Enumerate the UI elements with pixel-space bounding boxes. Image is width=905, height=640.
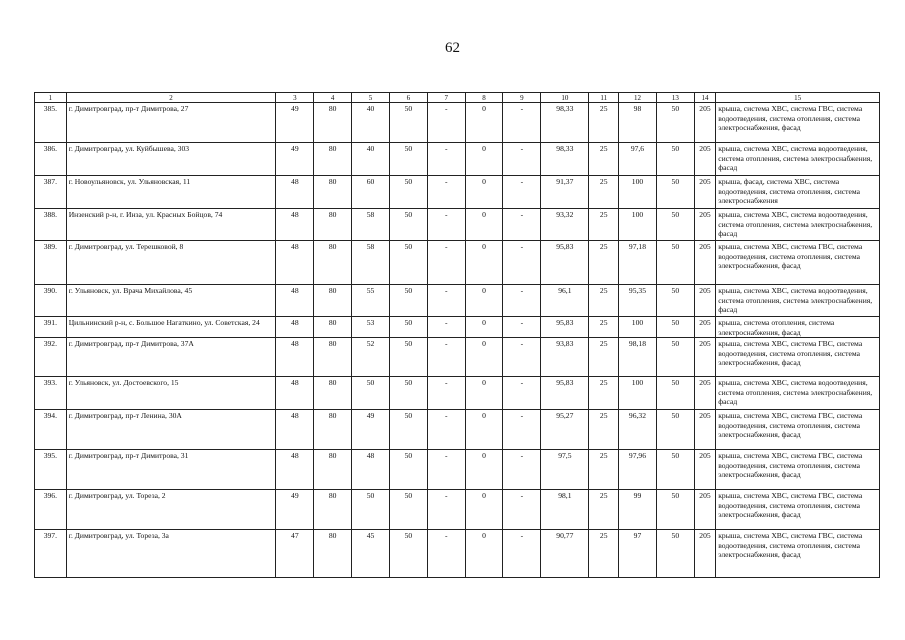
col-4-value: 80 bbox=[314, 103, 352, 143]
col-14-value: 205 bbox=[694, 530, 715, 578]
row-number: 386. bbox=[35, 143, 67, 176]
col-5-value: 49 bbox=[352, 410, 390, 450]
col-3-value: 48 bbox=[276, 338, 314, 377]
address: Инзенский р-н, г. Инза, ул. Красных Бойцов, 74 bbox=[66, 209, 276, 241]
address: г. Димитровград, пр-т Димитрова, 27 bbox=[66, 103, 276, 143]
col-4-value: 80 bbox=[314, 317, 352, 338]
address: г. Ульяновск, ул. Достоевского, 15 bbox=[66, 377, 276, 410]
col-12-value: 97 bbox=[619, 530, 657, 578]
col-7-value: - bbox=[427, 490, 465, 530]
col-7-value: - bbox=[427, 450, 465, 490]
col-14-value: 205 bbox=[694, 490, 715, 530]
col-14-value: 205 bbox=[694, 176, 715, 209]
row-number: 394. bbox=[35, 410, 67, 450]
col-9-value: - bbox=[503, 241, 541, 285]
col-3-value: 48 bbox=[276, 377, 314, 410]
col-12-value: 100 bbox=[619, 317, 657, 338]
works-list: крыша, система ХВС, система ГВС, система водоотведения, система отопления, система электроснабжения, фасад bbox=[716, 450, 880, 490]
col-4-value: 80 bbox=[314, 450, 352, 490]
address: г. Димитровград, пр-т Ленина, 30А bbox=[66, 410, 276, 450]
col-11-value: 25 bbox=[589, 176, 619, 209]
table-row bbox=[35, 241, 880, 285]
col-12-value: 99 bbox=[619, 490, 657, 530]
address: г. Димитровград, пр-т Димитрова, 31 bbox=[66, 450, 276, 490]
col-11-value: 25 bbox=[589, 338, 619, 377]
col-11-value: 25 bbox=[589, 285, 619, 317]
col-13-value: 50 bbox=[656, 103, 694, 143]
col-12-value: 96,32 bbox=[619, 410, 657, 450]
col-7-value: - bbox=[427, 317, 465, 338]
table-row bbox=[35, 285, 880, 317]
col-13-value: 50 bbox=[656, 317, 694, 338]
col-5-value: 55 bbox=[352, 285, 390, 317]
col-10-value: 93,32 bbox=[541, 209, 589, 241]
col-10-value: 98,1 bbox=[541, 490, 589, 530]
col-8-value: 0 bbox=[465, 285, 503, 317]
col-8-value: 0 bbox=[465, 410, 503, 450]
col-8-value: 0 bbox=[465, 490, 503, 530]
col-4-value: 80 bbox=[314, 490, 352, 530]
works-list: крыша, система ХВС, система ГВС, система водоотведения, система отопления, система электроснабжения, фасад bbox=[716, 530, 880, 578]
col-11-value: 25 bbox=[589, 377, 619, 410]
col-3-value: 48 bbox=[276, 209, 314, 241]
col-10-value: 98,33 bbox=[541, 103, 589, 143]
col-9-value: - bbox=[503, 530, 541, 578]
col-5-value: 60 bbox=[352, 176, 390, 209]
col-14-value: 205 bbox=[694, 209, 715, 241]
table-row bbox=[35, 143, 880, 176]
row-number: 397. bbox=[35, 530, 67, 578]
works-list: крыша, система ХВС, система водоотведения, система отопления, система электроснабжения, фасад bbox=[716, 143, 880, 176]
col-14-value: 205 bbox=[694, 143, 715, 176]
address: г. Ульяновск, ул. Врача Михайлова, 45 bbox=[66, 285, 276, 317]
column-number: 2 bbox=[66, 93, 276, 103]
col-13-value: 50 bbox=[656, 377, 694, 410]
col-10-value: 95,83 bbox=[541, 241, 589, 285]
col-8-value: 0 bbox=[465, 241, 503, 285]
col-7-value: - bbox=[427, 410, 465, 450]
column-number: 10 bbox=[541, 93, 589, 103]
col-4-value: 80 bbox=[314, 285, 352, 317]
col-5-value: 50 bbox=[352, 377, 390, 410]
col-11-value: 25 bbox=[589, 241, 619, 285]
col-13-value: 50 bbox=[656, 338, 694, 377]
column-number: 9 bbox=[503, 93, 541, 103]
register-table bbox=[34, 92, 880, 578]
row-number: 390. bbox=[35, 285, 67, 317]
col-10-value: 90,77 bbox=[541, 530, 589, 578]
works-list: крыша, система ХВС, система водоотведения, система отопления, система электроснабжения, фасад bbox=[716, 285, 880, 317]
col-12-value: 97,6 bbox=[619, 143, 657, 176]
col-9-value: - bbox=[503, 143, 541, 176]
col-7-value: - bbox=[427, 241, 465, 285]
table-row bbox=[35, 176, 880, 209]
col-7-value: - bbox=[427, 209, 465, 241]
col-9-value: - bbox=[503, 209, 541, 241]
col-6-value: 50 bbox=[389, 317, 427, 338]
col-6-value: 50 bbox=[389, 377, 427, 410]
address: г. Димитровград, ул. Терешковой, 8 bbox=[66, 241, 276, 285]
col-6-value: 50 bbox=[389, 241, 427, 285]
col-7-value: - bbox=[427, 377, 465, 410]
works-list: крыша, система ХВС, система ГВС, система водоотведения, система отопления, система электроснабжения, фасад bbox=[716, 103, 880, 143]
table-row bbox=[35, 377, 880, 410]
col-4-value: 80 bbox=[314, 410, 352, 450]
column-number-row bbox=[35, 93, 880, 103]
col-9-value: - bbox=[503, 285, 541, 317]
col-3-value: 47 bbox=[276, 530, 314, 578]
col-6-value: 50 bbox=[389, 338, 427, 377]
col-5-value: 52 bbox=[352, 338, 390, 377]
col-4-value: 80 bbox=[314, 241, 352, 285]
col-8-value: 0 bbox=[465, 530, 503, 578]
col-6-value: 50 bbox=[389, 450, 427, 490]
col-6-value: 50 bbox=[389, 209, 427, 241]
table-row bbox=[35, 317, 880, 338]
col-6-value: 50 bbox=[389, 176, 427, 209]
col-4-value: 80 bbox=[314, 530, 352, 578]
works-list: крыша, система ХВС, система водоотведения, система отопления, система электроснабжения, фасад bbox=[716, 209, 880, 241]
col-3-value: 49 bbox=[276, 103, 314, 143]
col-13-value: 50 bbox=[656, 410, 694, 450]
col-3-value: 48 bbox=[276, 241, 314, 285]
col-10-value: 96,1 bbox=[541, 285, 589, 317]
col-7-value: - bbox=[427, 285, 465, 317]
col-4-value: 80 bbox=[314, 209, 352, 241]
col-14-value: 205 bbox=[694, 103, 715, 143]
col-10-value: 95,83 bbox=[541, 317, 589, 338]
col-6-value: 50 bbox=[389, 490, 427, 530]
works-list: крыша, система отопления, система электроснабжения, фасад bbox=[716, 317, 880, 338]
col-4-value: 80 bbox=[314, 143, 352, 176]
column-number: 14 bbox=[694, 93, 715, 103]
address: г. Димитровград, ул. Тореза, 2 bbox=[66, 490, 276, 530]
column-number: 6 bbox=[389, 93, 427, 103]
column-number: 7 bbox=[427, 93, 465, 103]
table-row bbox=[35, 490, 880, 530]
col-12-value: 98,18 bbox=[619, 338, 657, 377]
col-7-value: - bbox=[427, 103, 465, 143]
address: г. Димитровград, пр-т Димитрова, 37А bbox=[66, 338, 276, 377]
column-number: 8 bbox=[465, 93, 503, 103]
col-12-value: 97,18 bbox=[619, 241, 657, 285]
col-8-value: 0 bbox=[465, 377, 503, 410]
col-14-value: 205 bbox=[694, 317, 715, 338]
col-5-value: 53 bbox=[352, 317, 390, 338]
column-number: 15 bbox=[716, 93, 880, 103]
col-12-value: 100 bbox=[619, 176, 657, 209]
col-8-value: 0 bbox=[465, 450, 503, 490]
row-number: 389. bbox=[35, 241, 67, 285]
col-10-value: 93,83 bbox=[541, 338, 589, 377]
col-13-value: 50 bbox=[656, 143, 694, 176]
col-11-value: 25 bbox=[589, 410, 619, 450]
table-row bbox=[35, 410, 880, 450]
row-number: 393. bbox=[35, 377, 67, 410]
column-number: 12 bbox=[619, 93, 657, 103]
col-5-value: 58 bbox=[352, 209, 390, 241]
table-row bbox=[35, 103, 880, 143]
works-list: крыша, система ХВС, система водоотведения, система отопления, система электроснабжения, фасад bbox=[716, 377, 880, 410]
col-9-value: - bbox=[503, 377, 541, 410]
row-number: 396. bbox=[35, 490, 67, 530]
col-10-value: 98,33 bbox=[541, 143, 589, 176]
col-6-value: 50 bbox=[389, 103, 427, 143]
column-number: 4 bbox=[314, 93, 352, 103]
col-14-value: 205 bbox=[694, 450, 715, 490]
col-12-value: 100 bbox=[619, 209, 657, 241]
row-number: 391. bbox=[35, 317, 67, 338]
row-number: 387. bbox=[35, 176, 67, 209]
works-list: крыша, система ХВС, система ГВС, система водоотведения, система отопления, система электроснабжения, фасад bbox=[716, 241, 880, 285]
col-5-value: 45 bbox=[352, 530, 390, 578]
column-number: 3 bbox=[276, 93, 314, 103]
address: Цильнинский р-н, с. Большое Нагаткино, ул. Советская, 24 bbox=[66, 317, 276, 338]
row-number: 388. bbox=[35, 209, 67, 241]
col-12-value: 95,35 bbox=[619, 285, 657, 317]
col-8-value: 0 bbox=[465, 209, 503, 241]
col-4-value: 80 bbox=[314, 377, 352, 410]
page-number: 62 bbox=[445, 40, 460, 56]
col-10-value: 95,83 bbox=[541, 377, 589, 410]
column-number: 13 bbox=[656, 93, 694, 103]
col-14-value: 205 bbox=[694, 410, 715, 450]
works-list: крыша, система ХВС, система ГВС, система водоотведения, система отопления, система электроснабжения, фасад bbox=[716, 410, 880, 450]
col-5-value: 40 bbox=[352, 103, 390, 143]
col-3-value: 48 bbox=[276, 410, 314, 450]
col-11-value: 25 bbox=[589, 450, 619, 490]
col-3-value: 49 bbox=[276, 143, 314, 176]
column-number: 1 bbox=[35, 93, 67, 103]
col-5-value: 58 bbox=[352, 241, 390, 285]
table-row bbox=[35, 209, 880, 241]
col-7-value: - bbox=[427, 338, 465, 377]
col-9-value: - bbox=[503, 176, 541, 209]
col-13-value: 50 bbox=[656, 176, 694, 209]
col-13-value: 50 bbox=[656, 530, 694, 578]
col-7-value: - bbox=[427, 176, 465, 209]
address: г. Новоульяновск, ул. Ульяновская, 11 bbox=[66, 176, 276, 209]
table-row bbox=[35, 530, 880, 578]
works-list: крыша, система ХВС, система ГВС, система водоотведения, система отопления, система электроснабжения, фасад bbox=[716, 490, 880, 530]
row-number: 392. bbox=[35, 338, 67, 377]
col-13-value: 50 bbox=[656, 241, 694, 285]
table-row bbox=[35, 450, 880, 490]
col-9-value: - bbox=[503, 103, 541, 143]
col-14-value: 205 bbox=[694, 241, 715, 285]
col-3-value: 48 bbox=[276, 285, 314, 317]
col-10-value: 97,5 bbox=[541, 450, 589, 490]
col-9-value: - bbox=[503, 450, 541, 490]
col-10-value: 95,27 bbox=[541, 410, 589, 450]
col-14-value: 205 bbox=[694, 377, 715, 410]
col-4-value: 80 bbox=[314, 338, 352, 377]
col-8-value: 0 bbox=[465, 143, 503, 176]
col-8-value: 0 bbox=[465, 338, 503, 377]
col-6-value: 50 bbox=[389, 285, 427, 317]
col-6-value: 50 bbox=[389, 410, 427, 450]
address: г. Димитровград, ул. Куйбышева, 303 bbox=[66, 143, 276, 176]
col-10-value: 91,37 bbox=[541, 176, 589, 209]
col-3-value: 48 bbox=[276, 176, 314, 209]
column-number: 5 bbox=[352, 93, 390, 103]
col-13-value: 50 bbox=[656, 490, 694, 530]
col-8-value: 0 bbox=[465, 103, 503, 143]
col-3-value: 49 bbox=[276, 490, 314, 530]
col-12-value: 100 bbox=[619, 377, 657, 410]
col-8-value: 0 bbox=[465, 176, 503, 209]
row-number: 385. bbox=[35, 103, 67, 143]
col-11-value: 25 bbox=[589, 209, 619, 241]
col-6-value: 50 bbox=[389, 143, 427, 176]
col-12-value: 97,96 bbox=[619, 450, 657, 490]
col-4-value: 80 bbox=[314, 176, 352, 209]
works-list: крыша, система ХВС, система ГВС, система водоотведения, система отопления, система электроснабжения, фасад bbox=[716, 338, 880, 377]
col-14-value: 205 bbox=[694, 338, 715, 377]
col-5-value: 40 bbox=[352, 143, 390, 176]
col-9-value: - bbox=[503, 410, 541, 450]
col-11-value: 25 bbox=[589, 317, 619, 338]
col-3-value: 48 bbox=[276, 450, 314, 490]
col-11-value: 25 bbox=[589, 103, 619, 143]
col-11-value: 25 bbox=[589, 490, 619, 530]
address: г. Димитровград, ул. Тореза, 3а bbox=[66, 530, 276, 578]
col-5-value: 50 bbox=[352, 490, 390, 530]
col-7-value: - bbox=[427, 530, 465, 578]
row-number: 395. bbox=[35, 450, 67, 490]
col-13-value: 50 bbox=[656, 285, 694, 317]
col-7-value: - bbox=[427, 143, 465, 176]
col-12-value: 98 bbox=[619, 103, 657, 143]
col-13-value: 50 bbox=[656, 450, 694, 490]
col-6-value: 50 bbox=[389, 530, 427, 578]
col-11-value: 25 bbox=[589, 143, 619, 176]
col-3-value: 48 bbox=[276, 317, 314, 338]
col-8-value: 0 bbox=[465, 317, 503, 338]
works-list: крыша, фасад, система ХВС, система водоотведения, система отопления, система электроснабжения bbox=[716, 176, 880, 209]
col-9-value: - bbox=[503, 317, 541, 338]
table-row bbox=[35, 338, 880, 377]
column-number: 11 bbox=[589, 93, 619, 103]
col-13-value: 50 bbox=[656, 209, 694, 241]
col-11-value: 25 bbox=[589, 530, 619, 578]
col-14-value: 205 bbox=[694, 285, 715, 317]
col-5-value: 48 bbox=[352, 450, 390, 490]
col-9-value: - bbox=[503, 338, 541, 377]
col-9-value: - bbox=[503, 490, 541, 530]
